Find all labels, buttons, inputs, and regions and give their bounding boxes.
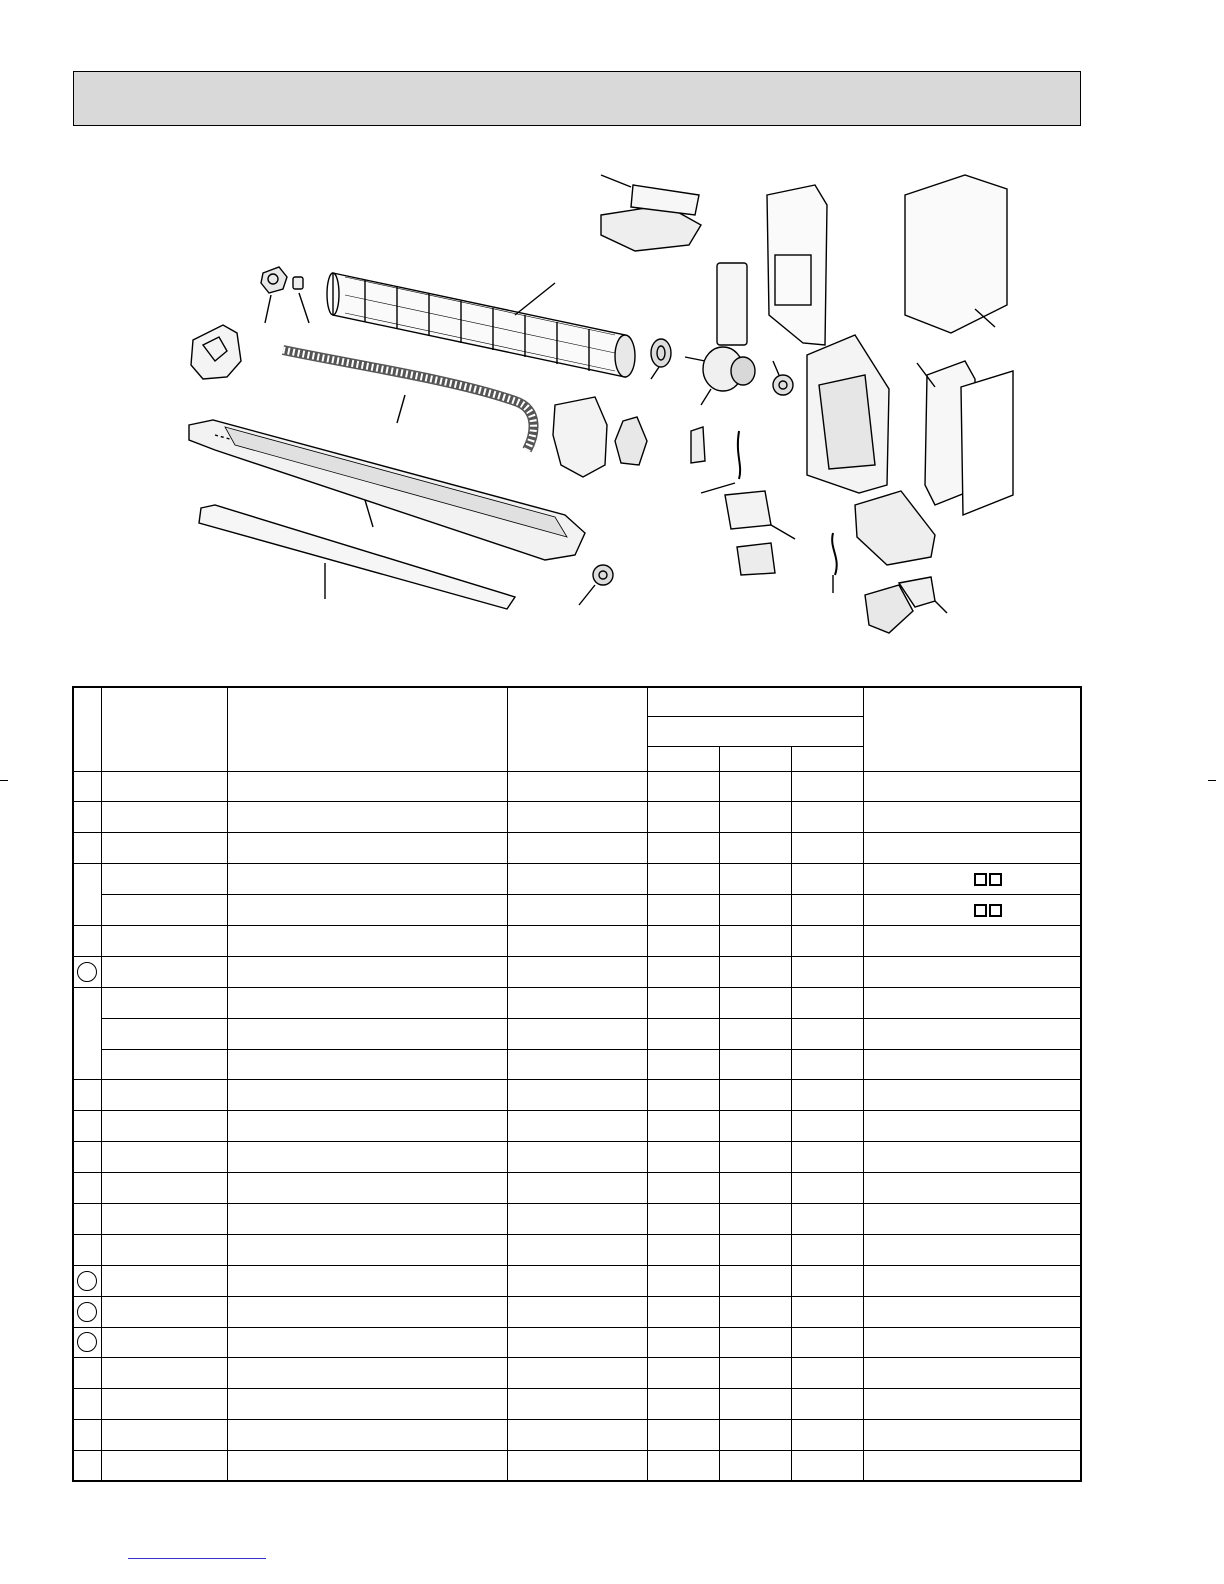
lead-wire-1	[701, 431, 740, 493]
quantity-cell-2	[719, 1111, 791, 1142]
remarks-cell	[863, 1389, 1081, 1420]
remarks-cell	[863, 925, 1081, 956]
exploded-parts-diagram	[175, 165, 1025, 655]
quantity-cell-2	[719, 895, 791, 926]
quantity-cell-3	[791, 1111, 863, 1142]
row-number-cell	[73, 925, 101, 956]
quantity-cell-3	[791, 1173, 863, 1204]
table-row	[73, 1451, 1081, 1482]
table-row	[73, 987, 1081, 1018]
quantity-cell-3	[791, 864, 863, 895]
square-box-icon	[989, 904, 1002, 917]
square-box-icon	[974, 873, 987, 886]
row-number-cell	[73, 956, 101, 987]
part-name-cell	[227, 1389, 507, 1420]
row-number-cell	[73, 1327, 101, 1358]
quantity-cell-1	[647, 1265, 719, 1296]
quantity-cell-1	[647, 1451, 719, 1482]
part-name-cell	[227, 925, 507, 956]
row-number-cell	[73, 1420, 101, 1451]
part-name-cell	[227, 1080, 507, 1111]
part-number-cell	[101, 802, 227, 833]
switch-block	[865, 577, 947, 633]
part-name-cell	[227, 1265, 507, 1296]
header-specification	[507, 687, 647, 771]
footer-link-underline	[128, 1558, 266, 1559]
quantity-cell-2	[719, 1389, 791, 1420]
part-number-cell	[101, 1049, 227, 1080]
row-number-cell	[73, 1111, 101, 1142]
quantity-cell-2	[719, 771, 791, 802]
part-number-cell	[101, 1142, 227, 1173]
quantity-cell-3	[791, 925, 863, 956]
header-remarks	[863, 687, 1081, 771]
quantity-cell-1	[647, 925, 719, 956]
remarks-cell	[863, 1111, 1081, 1142]
quantity-cell-1	[647, 833, 719, 864]
remarks-cell	[863, 1203, 1081, 1234]
specification-cell	[507, 802, 647, 833]
specification-cell	[507, 987, 647, 1018]
quantity-cell-1	[647, 1173, 719, 1204]
remarks-cell	[863, 987, 1081, 1018]
quantity-cell-3	[791, 895, 863, 926]
part-name-cell	[227, 1234, 507, 1265]
row-number-cell	[73, 1265, 101, 1296]
remarks-cell	[863, 1358, 1081, 1389]
section-title-band	[73, 71, 1081, 126]
remarks-cell	[863, 1080, 1081, 1111]
table-row	[73, 1173, 1081, 1204]
quantity-cell-1	[647, 1327, 719, 1358]
part-number-cell	[101, 1173, 227, 1204]
quantity-cell-3	[791, 1234, 863, 1265]
part-name-cell	[227, 956, 507, 987]
remarks-checkbox-group	[864, 904, 1081, 917]
header-quantity-group	[647, 687, 863, 716]
lead-wire-2	[832, 533, 837, 593]
quantity-cell-3	[791, 1451, 863, 1482]
quantity-cell-2	[719, 1234, 791, 1265]
exploded-view-drawing	[175, 165, 1025, 655]
part-number-cell	[101, 771, 227, 802]
quantity-cell-2	[719, 802, 791, 833]
part-name-cell	[227, 1018, 507, 1049]
square-box-icon	[974, 904, 987, 917]
part-name-cell	[227, 1420, 507, 1451]
header-qty-col-3	[791, 746, 863, 771]
quantity-cell-2	[719, 1049, 791, 1080]
part-name-cell	[227, 833, 507, 864]
specification-cell	[507, 1451, 647, 1482]
remarks-checkbox-group	[864, 873, 1081, 886]
remarks-cell	[863, 1420, 1081, 1451]
power-supply-unit	[855, 491, 935, 565]
rear-cover	[905, 175, 1007, 333]
specification-cell	[507, 1049, 647, 1080]
quantity-cell-2	[719, 1142, 791, 1173]
row-number-cell	[73, 802, 101, 833]
table-row	[73, 1265, 1081, 1296]
specification-cell	[507, 1203, 647, 1234]
table-row	[73, 925, 1081, 956]
row-number-cell	[73, 1451, 101, 1482]
quantity-cell-1	[647, 1142, 719, 1173]
part-number-cell	[101, 925, 227, 956]
part-name-cell	[227, 1203, 507, 1234]
quantity-cell-2	[719, 987, 791, 1018]
quantity-cell-3	[791, 1018, 863, 1049]
specification-cell	[507, 1296, 647, 1327]
quantity-cell-2	[719, 1296, 791, 1327]
specification-cell	[507, 1018, 647, 1049]
part-name-cell	[227, 1327, 507, 1358]
quantity-cell-2	[719, 1358, 791, 1389]
table-row	[73, 833, 1081, 864]
part-number-cell	[101, 1203, 227, 1234]
table-row	[73, 1420, 1081, 1451]
connector-housing-2	[737, 543, 775, 575]
header-qty-col-1	[647, 746, 719, 771]
quantity-cell-3	[791, 1296, 863, 1327]
part-name-cell	[227, 1451, 507, 1482]
connector-housing-1	[725, 491, 795, 539]
remarks-cell	[863, 802, 1081, 833]
specification-cell	[507, 864, 647, 895]
part-number-cell	[101, 1420, 227, 1451]
quantity-cell-1	[647, 1018, 719, 1049]
part-number-cell	[101, 987, 227, 1018]
part-number-cell	[101, 1358, 227, 1389]
quantity-cell-1	[647, 1080, 719, 1111]
part-number-cell	[101, 1389, 227, 1420]
specification-cell	[507, 1389, 647, 1420]
quantity-cell-3	[791, 1420, 863, 1451]
table-row	[73, 1389, 1081, 1420]
specification-cell	[507, 833, 647, 864]
table-row	[73, 1111, 1081, 1142]
part-number-cell	[101, 1111, 227, 1142]
remarks-cell	[863, 1296, 1081, 1327]
circled-marker-icon	[77, 962, 97, 982]
part-name-cell	[227, 895, 507, 926]
quantity-cell-1	[647, 771, 719, 802]
table-row	[73, 1296, 1081, 1327]
bushing	[293, 277, 309, 323]
specification-cell	[507, 895, 647, 926]
table-row	[73, 956, 1081, 987]
quantity-cell-2	[719, 956, 791, 987]
table-row	[73, 1142, 1081, 1173]
row-number-cell	[73, 1173, 101, 1204]
row-number-cell	[73, 987, 101, 1080]
part-name-cell	[227, 864, 507, 895]
row-number-cell	[73, 1234, 101, 1265]
table-row	[73, 1203, 1081, 1234]
quantity-cell-2	[719, 1080, 791, 1111]
quantity-cell-2	[719, 925, 791, 956]
part-name-cell	[227, 1173, 507, 1204]
quantity-cell-3	[791, 771, 863, 802]
header-part-name	[227, 687, 507, 771]
terminal-block-assembly	[807, 335, 889, 493]
quantity-cell-3	[791, 1358, 863, 1389]
quantity-cell-1	[647, 956, 719, 987]
specification-cell	[507, 1111, 647, 1142]
terminal-cover	[917, 361, 1013, 515]
left-margin-tick	[0, 780, 8, 781]
electrical-box-frame	[767, 185, 827, 345]
quantity-cell-3	[791, 1142, 863, 1173]
row-number-cell	[73, 771, 101, 802]
quantity-cell-3	[791, 1049, 863, 1080]
row-number-cell	[73, 1142, 101, 1173]
remarks-cell	[863, 1018, 1081, 1049]
square-box-icon	[989, 873, 1002, 886]
part-number-cell	[101, 895, 227, 926]
part-number-cell	[101, 1451, 227, 1482]
part-number-cell	[101, 1296, 227, 1327]
quantity-cell-1	[647, 864, 719, 895]
parts-table-body	[73, 771, 1081, 1481]
table-row	[73, 895, 1081, 926]
row-number-cell	[73, 1358, 101, 1389]
bracket-1	[691, 427, 705, 463]
drain-hose	[283, 350, 534, 450]
quantity-cell-1	[647, 1234, 719, 1265]
row-number-cell	[73, 833, 101, 864]
quantity-cell-2	[719, 1173, 791, 1204]
row-number-cell	[73, 864, 101, 926]
table-row	[73, 1327, 1081, 1358]
fan-motor	[685, 347, 755, 405]
table-row	[73, 1234, 1081, 1265]
quantity-cell-2	[719, 833, 791, 864]
control-box-lid	[601, 175, 701, 251]
specification-cell	[507, 1234, 647, 1265]
part-name-cell	[227, 771, 507, 802]
quantity-cell-2	[719, 1203, 791, 1234]
specification-cell	[507, 1358, 647, 1389]
quantity-cell-1	[647, 802, 719, 833]
quantity-cell-3	[791, 1327, 863, 1358]
small-bearing-cap	[579, 565, 613, 605]
header-qty-col-2	[719, 746, 791, 771]
specification-cell	[507, 771, 647, 802]
quantity-cell-2	[719, 1451, 791, 1482]
quantity-cell-1	[647, 1203, 719, 1234]
quantity-cell-3	[791, 1389, 863, 1420]
motor-cover	[553, 397, 647, 477]
table-row	[73, 1049, 1081, 1080]
quantity-cell-1	[647, 895, 719, 926]
drain-pan-nozzle	[189, 420, 585, 560]
header-quantity-subgroup	[647, 716, 863, 746]
part-name-cell	[227, 987, 507, 1018]
quantity-cell-3	[791, 1203, 863, 1234]
bearing-mount	[261, 267, 287, 323]
header-no	[73, 687, 101, 771]
remarks-cell	[863, 1327, 1081, 1358]
remarks-cell	[863, 1234, 1081, 1265]
quantity-cell-1	[647, 1296, 719, 1327]
table-row	[73, 1358, 1081, 1389]
remarks-cell	[863, 771, 1081, 802]
remarks-cell	[863, 895, 1081, 926]
quantity-cell-3	[791, 802, 863, 833]
table-row	[73, 771, 1081, 802]
specification-cell	[507, 1142, 647, 1173]
specification-cell	[507, 1420, 647, 1451]
parts-list-table	[72, 686, 1082, 1482]
part-name-cell	[227, 1111, 507, 1142]
display-panel	[717, 263, 747, 345]
table-row	[73, 1080, 1081, 1111]
specification-cell	[507, 925, 647, 956]
part-name-cell	[227, 1358, 507, 1389]
circled-marker-icon	[77, 1302, 97, 1322]
header-part-no	[101, 687, 227, 771]
quantity-cell-3	[791, 1265, 863, 1296]
quantity-cell-3	[791, 1080, 863, 1111]
quantity-cell-1	[647, 1358, 719, 1389]
circled-marker-icon	[77, 1332, 97, 1352]
specification-cell	[507, 956, 647, 987]
part-name-cell	[227, 1142, 507, 1173]
quantity-cell-1	[647, 1420, 719, 1451]
quantity-cell-2	[719, 1265, 791, 1296]
motor-bearing-ring	[651, 339, 671, 379]
remarks-cell	[863, 1049, 1081, 1080]
part-number-cell	[101, 833, 227, 864]
quantity-cell-1	[647, 1111, 719, 1142]
right-margin-tick	[1208, 780, 1216, 781]
quantity-cell-3	[791, 987, 863, 1018]
quantity-cell-2	[719, 1018, 791, 1049]
part-number-cell	[101, 1080, 227, 1111]
part-name-cell	[227, 802, 507, 833]
quantity-cell-2	[719, 1327, 791, 1358]
remarks-cell	[863, 864, 1081, 895]
quantity-cell-3	[791, 956, 863, 987]
remarks-cell	[863, 956, 1081, 987]
remarks-cell	[863, 833, 1081, 864]
part-number-cell	[101, 864, 227, 895]
cross-flow-fan	[327, 273, 635, 377]
remarks-cell	[863, 1173, 1081, 1204]
row-number-cell	[73, 1080, 101, 1111]
table-row	[73, 864, 1081, 895]
quantity-cell-1	[647, 987, 719, 1018]
part-name-cell	[227, 1049, 507, 1080]
specification-cell	[507, 1173, 647, 1204]
part-number-cell	[101, 1234, 227, 1265]
part-number-cell	[101, 956, 227, 987]
specification-cell	[507, 1080, 647, 1111]
table-row	[73, 802, 1081, 833]
part-number-cell	[101, 1018, 227, 1049]
row-number-cell	[73, 1296, 101, 1327]
quantity-cell-2	[719, 864, 791, 895]
quantity-cell-3	[791, 833, 863, 864]
row-number-cell	[73, 1203, 101, 1234]
left-side-plate	[191, 325, 241, 379]
row-number-cell	[73, 1389, 101, 1420]
remarks-cell	[863, 1142, 1081, 1173]
quantity-cell-2	[719, 1420, 791, 1451]
remarks-cell	[863, 1451, 1081, 1482]
part-number-cell	[101, 1265, 227, 1296]
knob-cap	[773, 361, 793, 395]
specification-cell	[507, 1327, 647, 1358]
circled-marker-icon	[77, 1271, 97, 1291]
table-row	[73, 1018, 1081, 1049]
quantity-cell-1	[647, 1049, 719, 1080]
part-number-cell	[101, 1327, 227, 1358]
remarks-cell	[863, 1265, 1081, 1296]
part-name-cell	[227, 1296, 507, 1327]
specification-cell	[507, 1265, 647, 1296]
quantity-cell-1	[647, 1389, 719, 1420]
